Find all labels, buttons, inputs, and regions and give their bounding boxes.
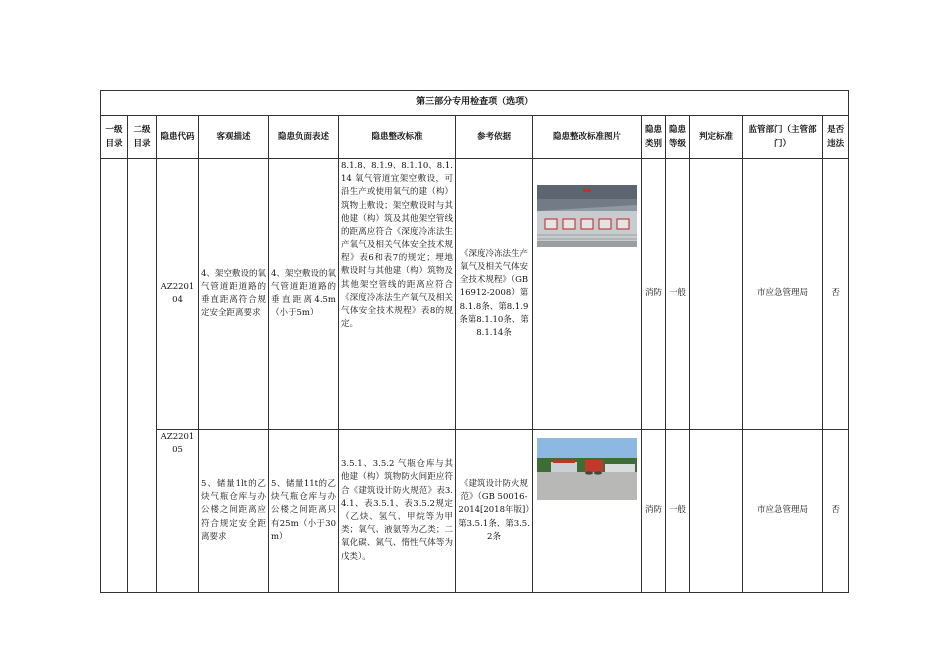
is-illegal: 否: [823, 430, 849, 593]
level2-cell: [128, 159, 157, 593]
header-code: 隐患代码: [157, 116, 199, 159]
header-objective: 客观描述: [199, 116, 269, 159]
negative-statement: 4、架空敷设的氧气管道距道路的垂直距离4.5m（小于5m）: [269, 159, 339, 430]
header-grade: 隐患等级: [666, 116, 690, 159]
header-image: 隐患整改标准图片: [533, 116, 642, 159]
hazard-category: 消防: [642, 159, 666, 430]
header-level1: 一级目录: [101, 116, 128, 159]
header-dept: 监管部门（主管部门）: [743, 116, 823, 159]
photo-cylinder-warehouse: [537, 438, 637, 500]
is-illegal: 否: [823, 159, 849, 430]
hazard-grade: 一般: [666, 430, 690, 593]
header-category: 隐患类别: [642, 116, 666, 159]
photo-pipe-shed: [537, 185, 637, 247]
table-row: [101, 430, 849, 593]
header-judgment: 判定标准: [690, 116, 743, 159]
header-level2: 二级目录: [128, 116, 157, 159]
judgment-standard: [690, 159, 743, 430]
header-basis: 参考依据: [456, 116, 533, 159]
header-illegal: 是否违法: [823, 116, 849, 159]
hazard-category: 消防: [642, 430, 666, 593]
hazard-code: AZ220104: [157, 159, 199, 430]
level1-cell: [101, 159, 128, 593]
hazard-code: AZ220105: [157, 430, 199, 593]
rectification-standard: 8.1.8、8.1.9、8.1.10、8.1.14 氧气管道宜架空敷设，可沿生产或使用氧气的建（构）筑物上敷设；架空敷设时与其他建（构）筑及其他架空管线的距离应符合《深度冷冻法生产氧气及相关气体安全技术规程》表6和表7的规定；埋地敷设时与其他建（构）筑物及其他架空管线的距离应符合《深度冷冻法生产氧气及相关气体安全技术规程》表8的规定。: [339, 159, 456, 430]
reference-basis: 《建筑设计防火规范》（GB 50016-2014[2018年版]）第3.5.1条、第3.5.2条: [456, 430, 533, 593]
judgment-standard: [690, 430, 743, 593]
section-title: 第三部分专用检查项（选项）: [101, 91, 849, 116]
standard-image-cell: [533, 430, 642, 593]
standard-image-cell: [533, 159, 642, 430]
table-row: [101, 159, 849, 430]
regulatory-department: 市应急管理局: [743, 159, 823, 430]
header-standard: 隐患整改标准: [339, 116, 456, 159]
rectification-standard: 3.5.1、3.5.2 气瓶仓库与其他建（构）筑物防火间距应符合《建筑设计防火规范》表3.4.1、表3.5.1、表3.5.2规定（乙炔、氢气、甲烷等为甲类；氧气、液氨等为乙类；二氧化碳、氮气、惰性气体等为戊类）。: [339, 430, 456, 593]
regulatory-department: 市应急管理局: [743, 430, 823, 593]
objective-description: 4、架空敷设的氧气管道距道路的垂直距离符合规定安全距离要求: [199, 159, 269, 430]
negative-statement: 5、储量11t的乙炔气瓶仓库与办公楼之间距离只有25m（小于30m）: [269, 430, 339, 593]
header-negative: 隐患负面表述: [269, 116, 339, 159]
objective-description: 5、储量1lt的乙炔气瓶仓库与办公楼之间距离应符合规定安全距离要求: [199, 430, 269, 593]
reference-basis: 《深度冷冻法生产氧气及相关气体安全技术规程》（GB 16912-2008）第8.1.8条、第8.1.9条第8.1.10条、第8.1.14条: [456, 159, 533, 430]
hazard-grade: 一般: [666, 159, 690, 430]
inspection-table: [100, 90, 849, 593]
